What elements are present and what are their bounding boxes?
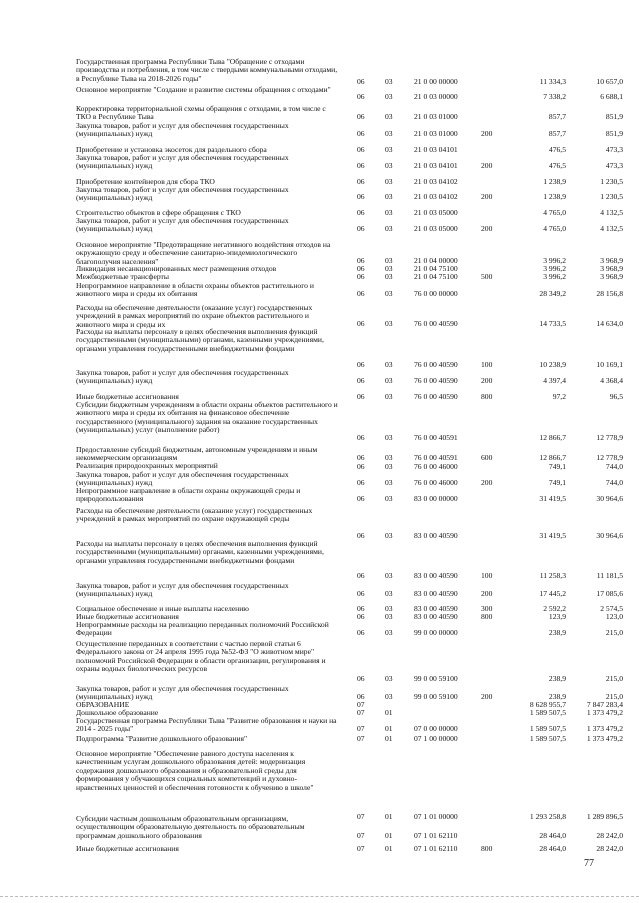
cell-vr: 200 (481, 692, 493, 701)
cell-y2: 7 847 283,4 (586, 700, 623, 709)
cell-y1: 97,2 (552, 392, 566, 401)
cell-y2: 96,5 (609, 392, 623, 401)
cell-csr: 21 0 03 04102 (414, 192, 458, 201)
cell-csr: 76 0 00 40590 (414, 360, 458, 369)
row-name: Непрограммные расходы на реализацию переданных полномочий Российской Федерации (76, 620, 329, 638)
cell-pr: 03 (385, 392, 393, 401)
cell-pr: 03 (385, 453, 393, 462)
cell-csr: 83 0 00 40590 (414, 589, 458, 598)
cell-rz: 06 (357, 92, 365, 101)
cell-y1: 1 589 507,5 (529, 724, 566, 733)
cell-csr: 21 0 03 04101 (414, 145, 458, 154)
cell-y2: 28 156,8 (596, 289, 623, 298)
row-name: Корректировка территориальной схемы обращения с отходами, в том числе с ТКО в Республике Тыва (76, 104, 326, 122)
cell-y2: 1 373 479,2 (586, 734, 623, 743)
cell-csr: 07 1 00 00000 (414, 734, 458, 743)
cell-csr: 21 0 00 00000 (414, 77, 458, 86)
row-name: Дошкольное образование (76, 708, 159, 717)
cell-y1: 1 293 258,8 (529, 812, 566, 821)
cell-vr: 200 (481, 192, 493, 201)
cell-csr: 07 1 01 62110 (414, 831, 458, 840)
cell-pr: 03 (385, 272, 393, 281)
cell-y2: 17 085,6 (596, 589, 623, 598)
cell-rz: 06 (357, 360, 365, 369)
cell-y2: 1 230,5 (600, 177, 623, 186)
cell-pr: 03 (385, 494, 393, 503)
row-name: Субсидии частным дошкольным образовательным организациям, осуществляющим образовательную деятельность по образовательным программам дошкольного образования (76, 814, 305, 840)
cell-rz: 06 (357, 628, 365, 637)
table-row (0, 717, 639, 733)
row-name: Закупка товаров, работ и услуг для обеспечения государственных (муниципальных) нужд (76, 121, 289, 139)
cell-y1: 11 258,3 (539, 571, 566, 580)
cell-csr: 83 0 00 40590 (414, 531, 458, 540)
cell-rz: 07 (357, 734, 365, 743)
cell-rz: 06 (357, 462, 365, 471)
cell-csr: 76 0 00 40591 (414, 433, 458, 442)
cell-csr: 21 0 03 05000 (414, 208, 458, 217)
cell-y2: 473,3 (605, 161, 623, 170)
row-name: Субсидии бюджетным учреждениям в области охраны объектов растительного и животного мира и среды их обитания на финансовое обеспечение государственного (муниципального) задания на оказание государственных (муниципальных) услуг (выполнение работ) (76, 400, 338, 435)
table-row (0, 446, 639, 462)
cell-pr: 03 (385, 145, 393, 154)
row-name: Расходы на обеспечение деятельности (оказание услуг) государственных учреждений в рамках мероприятий по охране объектов растительного и животного мира и среды их (76, 303, 313, 329)
cell-pr: 03 (385, 571, 393, 580)
cell-y1: 857,7 (548, 129, 566, 138)
cell-csr: 99 0 00 59100 (414, 692, 458, 701)
cell-rz: 06 (357, 604, 365, 613)
table-row (0, 304, 639, 328)
cell-vr: 800 (481, 612, 493, 621)
cell-rz: 06 (357, 256, 365, 265)
cell-y2: 6 688,1 (600, 92, 623, 101)
cell-y1: 1 238,9 (543, 177, 566, 186)
cell-y1: 28 349,2 (539, 289, 566, 298)
cell-pr: 03 (385, 264, 393, 273)
cell-y1: 17 445,2 (539, 589, 566, 598)
cell-y2: 28 242,0 (596, 844, 623, 853)
cell-y2: 215,0 (605, 692, 623, 701)
cell-y1: 7 338,2 (543, 92, 566, 101)
cell-pr: 03 (385, 433, 393, 442)
cell-pr: 03 (385, 224, 393, 233)
cell-pr: 03 (385, 376, 393, 385)
cell-y1: 4 765,0 (543, 208, 566, 217)
cell-y1: 476,5 (548, 145, 566, 154)
row-name: Межбюджетные трансферты (76, 272, 169, 281)
cell-y1: 476,5 (548, 161, 566, 170)
cell-pr: 03 (385, 319, 393, 328)
cell-pr: 01 (385, 812, 393, 821)
table-row (0, 154, 639, 170)
cell-pr: 01 (385, 734, 393, 743)
cell-y1: 28 464,0 (539, 831, 566, 840)
cell-y2: 11 181,5 (596, 571, 623, 580)
cell-y1: 238,9 (548, 674, 566, 683)
table-row (0, 241, 639, 265)
cell-rz: 06 (357, 177, 365, 186)
cell-csr: 83 0 00 40590 (414, 612, 458, 621)
cell-pr: 03 (385, 192, 393, 201)
cell-rz: 06 (357, 692, 365, 701)
row-name: Подпрограмма "Развитие дошкольного образования" (76, 734, 248, 743)
table-row (0, 507, 639, 540)
cell-y2: 10 169,1 (596, 360, 623, 369)
row-name: Закупка товаров, работ и услуг для обеспечения государственных (муниципальных) нужд (76, 368, 289, 386)
cell-y2: 3 968,9 (600, 264, 623, 273)
row-name: Государственная программа Республики Тыва "Обращение с отходами производства и потребления, в том числе с твердыми коммунальными отходами, в Республике Тыва на 2018-2026 годы" (76, 57, 338, 83)
row-name: Социальное обеспечение и иные выплаты населению (76, 604, 249, 613)
cell-y2: 215,0 (605, 674, 623, 683)
cell-y1: 857,7 (548, 112, 566, 121)
row-name: ОБРАЗОВАНИЕ (76, 700, 130, 709)
cell-csr: 99 0 00 00000 (414, 628, 458, 637)
cell-rz: 06 (357, 571, 365, 580)
row-name: Расходы на выплаты персоналу в целях обеспечения выполнения функций государственными (муниципальными) органами, казенными учреждениями, органами управления государственными внебюджетными фондами (76, 327, 324, 353)
cell-pr: 01 (385, 844, 393, 853)
cell-rz: 06 (357, 161, 365, 170)
cell-rz: 06 (357, 392, 365, 401)
cell-vr: 200 (481, 376, 493, 385)
row-name: Закупка товаров, работ и услуг для обеспечения государственных (муниципальных) нужд (76, 153, 289, 171)
table-row (0, 812, 639, 840)
table-row (0, 328, 639, 369)
cell-rz: 06 (357, 494, 365, 503)
cell-csr: 76 0 00 40590 (414, 319, 458, 328)
cell-pr: 03 (385, 612, 393, 621)
cell-vr: 800 (481, 392, 493, 401)
row-name: Приобретение контейнеров для сбора ТКО (76, 177, 215, 186)
page-number: 77 (584, 858, 594, 869)
cell-y2: 4 368,4 (600, 376, 623, 385)
cell-rz: 07 (357, 700, 365, 709)
cell-y1: 238,9 (548, 692, 566, 701)
cell-csr: 21 0 03 04101 (414, 161, 458, 170)
table-row (0, 122, 639, 138)
row-name: Основное мероприятие "Предотвращение негативного воздействия отходов на окружающую среду и обеспечение санитарно-эпидемиологического благополучия населения" (76, 240, 331, 266)
cell-rz: 06 (357, 433, 365, 442)
row-name: Расходы на обеспечение деятельности (оказание услуг) государственных учреждений в рамках мероприятий по охране окружающей среды (76, 506, 313, 524)
cell-vr: 200 (481, 129, 493, 138)
row-name: Предоставление субсидий бюджетным, автономным учреждениям и иным некоммерческим организациям (76, 445, 318, 463)
cell-y2: 1 230,5 (600, 192, 623, 201)
cell-pr: 03 (385, 674, 393, 683)
cell-rz: 07 (357, 831, 365, 840)
cell-y1: 1 238,9 (543, 192, 566, 201)
row-name: Основное мероприятие "Обеспечение равного доступа населения к качественным услугам дошкольного образования детей: модернизация содержания дошкольного образования и образовательной среды для формирования у обучающихся социальных компетенций и духовно-нравственных ценностей и обеспечения готовности к обучению в школе" (76, 749, 314, 792)
cell-pr: 03 (385, 360, 393, 369)
cell-pr: 03 (385, 628, 393, 637)
table-row (0, 621, 639, 637)
row-name: Иные бюджетные ассигнования (76, 392, 179, 401)
cell-rz: 06 (357, 376, 365, 385)
cell-csr: 21 0 03 01000 (414, 129, 458, 138)
table-row (0, 582, 639, 598)
cell-y2: 2 574,5 (600, 604, 623, 613)
cell-y2: 744,0 (605, 462, 623, 471)
cell-y2: 28 242,0 (596, 831, 623, 840)
table-row (0, 640, 639, 683)
cell-pr: 03 (385, 531, 393, 540)
cell-pr: 03 (385, 604, 393, 613)
cell-y1: 4 397,4 (543, 376, 566, 385)
cell-rz: 07 (357, 724, 365, 733)
table-row (0, 105, 639, 121)
cell-y1: 238,9 (548, 628, 566, 637)
cell-rz: 06 (357, 112, 365, 121)
cell-y2: 3 968,9 (600, 256, 623, 265)
cell-pr: 03 (385, 161, 393, 170)
cell-csr: 76 0 00 00000 (414, 289, 458, 298)
table-row (0, 282, 639, 298)
cell-y2: 1 373 479,2 (586, 708, 623, 717)
table-row (0, 540, 639, 580)
table-row (0, 217, 639, 233)
cell-csr: 21 0 03 01000 (414, 112, 458, 121)
cell-rz: 06 (357, 478, 365, 487)
cell-pr: 03 (385, 177, 393, 186)
cell-csr: 07 1 01 62110 (414, 844, 458, 853)
cell-vr: 100 (481, 571, 493, 580)
cell-rz: 06 (357, 208, 365, 217)
cell-y2: 215,0 (605, 628, 623, 637)
cell-y2: 3 968,9 (600, 272, 623, 281)
cell-y1: 12 866,7 (539, 453, 566, 462)
cell-y1: 28 464,0 (539, 844, 566, 853)
cell-y2: 851,9 (605, 112, 623, 121)
cell-vr: 200 (481, 478, 493, 487)
cell-vr: 200 (481, 161, 493, 170)
row-name: Расходы на выплаты персоналу в целях обеспечения выполнения функций государственными (муниципальными) органами, казенными учреждениями, органами управления государственными внебюджетными фондами (76, 539, 324, 565)
cell-rz: 06 (357, 129, 365, 138)
cell-csr: 76 0 00 46000 (414, 462, 458, 471)
cell-csr: 83 0 00 00000 (414, 494, 458, 503)
cell-y1: 3 996,2 (543, 264, 566, 273)
cell-y1: 123,9 (548, 612, 566, 621)
cell-rz: 06 (357, 264, 365, 273)
cell-pr: 01 (385, 724, 393, 733)
cell-csr: 76 0 00 40590 (414, 392, 458, 401)
row-name: Строительство объектов в сфере обращения с ТКО (76, 208, 241, 217)
cell-csr: 76 0 00 40590 (414, 376, 458, 385)
row-name: Иные бюджетные ассигнования (76, 612, 179, 621)
cell-y2: 4 132,5 (600, 208, 623, 217)
cell-pr: 03 (385, 289, 393, 298)
cell-y2: 744,0 (605, 478, 623, 487)
table-row (0, 685, 639, 701)
row-name: Реализация природоохранных мероприятий (76, 461, 218, 470)
cell-rz: 06 (357, 674, 365, 683)
cell-csr: 21 0 04 75100 (414, 272, 458, 281)
cell-y1: 749,1 (548, 478, 566, 487)
cell-y2: 10 657,0 (596, 77, 623, 86)
cell-y1: 1 589 507,5 (529, 708, 566, 717)
cell-pr: 03 (385, 77, 393, 86)
cell-y1: 10 238,9 (539, 360, 566, 369)
cell-pr: 03 (385, 208, 393, 217)
table-row (0, 369, 639, 385)
row-name: Непрограммное направление в области охраны окружающей среды и природопользования (76, 486, 301, 504)
cell-rz: 06 (357, 612, 365, 621)
cell-y1: 4 765,0 (543, 224, 566, 233)
table-row (0, 186, 639, 201)
cell-vr: 300 (481, 604, 493, 613)
cell-rz: 06 (357, 453, 365, 462)
row-name: Закупка товаров, работ и услуг для обеспечения государственных (муниципальных) нужд (76, 216, 289, 234)
table-row (0, 401, 639, 442)
row-name: Закупка товаров, работ и услуг для обеспечения государственных (муниципальных) нужд (76, 581, 289, 599)
cell-y2: 1 289 896,5 (586, 812, 623, 821)
cell-vr: 200 (481, 224, 493, 233)
cell-rz: 07 (357, 844, 365, 853)
cell-csr: 76 0 00 40591 (414, 453, 458, 462)
cell-y1: 31 419,5 (539, 531, 566, 540)
cell-y1: 3 996,2 (543, 272, 566, 281)
table-row (0, 273, 639, 281)
cell-rz: 06 (357, 319, 365, 328)
cell-y1: 8 628 955,7 (529, 700, 566, 709)
cell-csr: 07 0 00 00000 (414, 724, 458, 733)
cell-rz: 06 (357, 192, 365, 201)
cell-csr: 76 0 00 46000 (414, 478, 458, 487)
cell-rz: 06 (357, 77, 365, 86)
cell-vr: 600 (481, 453, 493, 462)
table-row (0, 735, 639, 743)
cell-y2: 30 964,6 (596, 531, 623, 540)
cell-y2: 123,0 (605, 612, 623, 621)
table-row (0, 471, 639, 487)
cell-pr: 03 (385, 692, 393, 701)
cell-y1: 1 589 507,5 (529, 734, 566, 743)
cell-y2: 12 778,9 (596, 453, 623, 462)
cell-y2: 4 132,5 (600, 224, 623, 233)
cell-csr: 21 0 03 00000 (414, 92, 458, 101)
cell-csr: 21 0 03 05000 (414, 224, 458, 233)
cell-pr: 03 (385, 478, 393, 487)
row-name: Государственная программа Республики Тыва "Развитие образования и науки на 2014 - 2025 годы" (76, 716, 337, 734)
row-name: Иные бюджетные ассигнования (76, 844, 179, 853)
cell-vr: 500 (481, 272, 493, 281)
cell-y1: 14 733,5 (539, 319, 566, 328)
table-row (0, 487, 639, 503)
cell-csr: 07 1 01 00000 (414, 812, 458, 821)
cell-y2: 12 778,9 (596, 433, 623, 442)
row-name: Закупка товаров, работ и услуг для обеспечения государственных (муниципальных) нужд (76, 684, 289, 702)
row-name: Основное мероприятие "Создание и развитие системы обращения с отходами" (76, 85, 331, 94)
cell-rz: 06 (357, 224, 365, 233)
cell-pr: 03 (385, 129, 393, 138)
cell-rz: 06 (357, 289, 365, 298)
cell-rz: 06 (357, 589, 365, 598)
cell-y1: 31 419,5 (539, 494, 566, 503)
cell-y2: 473,3 (605, 145, 623, 154)
cell-pr: 03 (385, 462, 393, 471)
table-row (0, 750, 639, 821)
cell-vr: 800 (481, 844, 493, 853)
cell-csr: 83 0 00 40590 (414, 604, 458, 613)
cell-rz: 06 (357, 531, 365, 540)
cell-pr: 03 (385, 589, 393, 598)
table-row (0, 845, 639, 853)
cell-vr: 100 (481, 360, 493, 369)
cell-csr: 99 0 00 59100 (414, 674, 458, 683)
cell-pr: 03 (385, 256, 393, 265)
cell-csr: 21 0 04 75100 (414, 264, 458, 273)
cell-pr: 01 (385, 708, 393, 717)
cell-pr: 03 (385, 92, 393, 101)
row-name: Закупка товаров, работ и услуг для обеспечения государственных (муниципальных) нужд (76, 470, 289, 488)
cell-rz: 06 (357, 145, 365, 154)
cell-pr: 03 (385, 112, 393, 121)
cell-csr: 83 0 00 40590 (414, 571, 458, 580)
cell-y1: 11 334,3 (539, 77, 566, 86)
cell-rz: 07 (357, 708, 365, 717)
row-name: Непрограммное направление в области охраны объектов растительного и животного мира и среды их обитания (76, 281, 314, 299)
cell-rz: 07 (357, 812, 365, 821)
cell-y2: 30 964,6 (596, 494, 623, 503)
cell-rz: 06 (357, 272, 365, 281)
table-row (0, 58, 639, 86)
row-name: Ликвидация несанкционированных мест размещения отходов (76, 264, 277, 273)
row-name: Приобретение и установка экосеток для раздельного сбора (76, 145, 267, 154)
cell-y1: 749,1 (548, 462, 566, 471)
cell-vr: 200 (481, 589, 493, 598)
cell-csr: 21 0 04 00000 (414, 256, 458, 265)
bottom-rule (0, 896, 639, 897)
cell-y1: 12 866,7 (539, 433, 566, 442)
cell-pr: 01 (385, 831, 393, 840)
cell-y1: 3 996,2 (543, 256, 566, 265)
row-name: Закупка товаров, работ и услуг для обеспечения государственных (муниципальных) нужд (76, 185, 289, 203)
cell-y2: 1 373 479,2 (586, 724, 623, 733)
table-row (0, 86, 639, 101)
cell-y1: 2 592,2 (543, 604, 566, 613)
cell-y2: 14 634,0 (596, 319, 623, 328)
row-name: Осуществление переданных в соответствии с частью первой статьи 6 Федерального закона от 24 апреля 1995 года №52-ФЗ "О животном мире" полномочий Российской Федерации в области организации, регулирования и охраны водных биологических ресурсов (76, 639, 326, 674)
cell-csr: 21 0 03 04102 (414, 177, 458, 186)
cell-y2: 851,9 (605, 129, 623, 138)
